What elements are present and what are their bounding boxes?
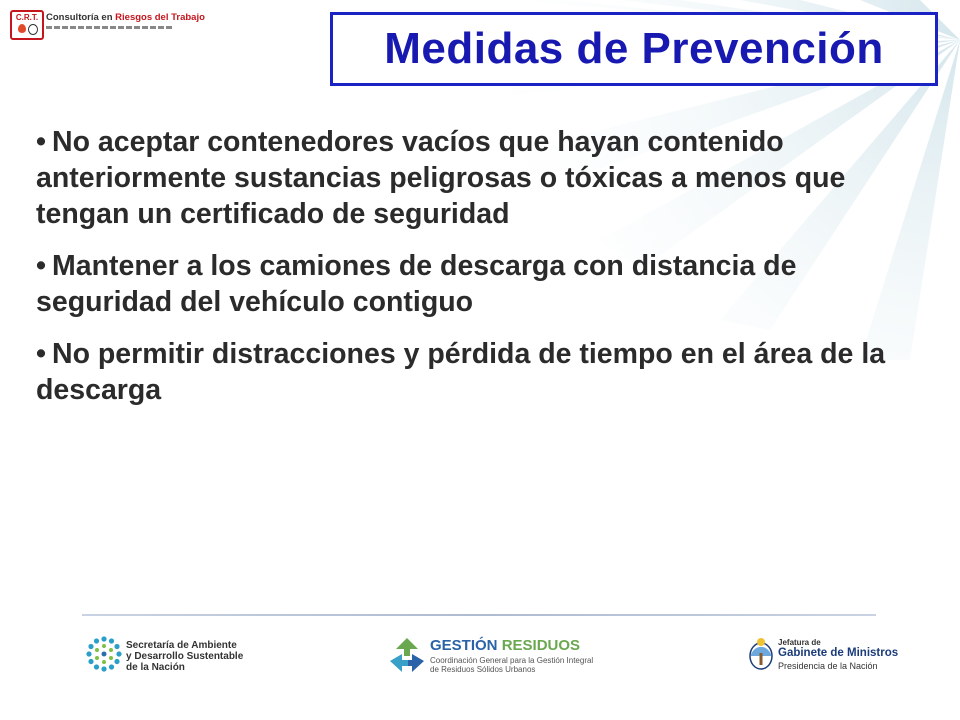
flame-icon (18, 24, 26, 33)
bullet-text: No aceptar contenedores vacíos que hayan contenido anteriormente sustancias peligrosas o tóxicas a menos que tengan un certificado de seguridad (36, 126, 846, 230)
jefatura-logo (748, 634, 899, 680)
ring-icon (28, 24, 38, 35)
jefatura-line1: Jefatura de (778, 638, 821, 647)
bullet-symbol: • (36, 126, 46, 158)
jefatura-line3: Presidencia de la Nación (778, 661, 878, 671)
bullet-item (36, 336, 936, 408)
crt-badge (10, 10, 44, 40)
crt-logo-title-part1: Consultoría en (46, 12, 116, 23)
secretaria-logo (86, 636, 246, 678)
crt-logo-title-red: Riesgos del Trabajo (115, 12, 205, 23)
recycle-icon (388, 636, 426, 674)
crt-logo-tagline (46, 26, 174, 29)
secretaria-text (126, 640, 243, 673)
secretaria-line2: y Desarrollo Sustentable (126, 651, 244, 662)
gestion-residuos-logo (388, 636, 608, 678)
argentina-shield-icon (748, 636, 774, 674)
bullet-item (36, 124, 936, 232)
footer-divider (82, 614, 876, 616)
bullet-list (36, 124, 936, 424)
residuos-word: RESIDUOS (501, 637, 581, 654)
gestion-subtitle (430, 656, 593, 674)
gestion-word: GESTIÓN (430, 637, 498, 654)
title-box (330, 12, 938, 86)
bullet-item (36, 248, 936, 320)
crt-logo (6, 6, 205, 40)
crt-badge-text: C.R.T. (15, 13, 39, 22)
gestion-line1: Coordinación General para la Gestión Integral (430, 656, 594, 665)
secretaria-line3: de la Nación (126, 662, 185, 673)
sun-dots-icon (86, 636, 122, 672)
jefatura-line2: Gabinete de Ministros (778, 647, 899, 659)
crt-logo-title (46, 12, 205, 23)
secretaria-line1: Secretaría de Ambiente (126, 640, 237, 651)
page-title: Medidas de Prevención (384, 24, 884, 73)
gestion-title (430, 637, 580, 654)
gestion-line2: de Residuos Sólidos Urbanos (430, 665, 536, 674)
bullet-symbol: • (36, 338, 46, 370)
bullet-text: No permitir distracciones y pérdida de tiempo en el área de la descarga (36, 338, 886, 406)
bullet-symbol: • (36, 250, 46, 282)
bullet-text: Mantener a los camiones de descarga con distancia de seguridad del vehículo contiguo (36, 250, 797, 318)
